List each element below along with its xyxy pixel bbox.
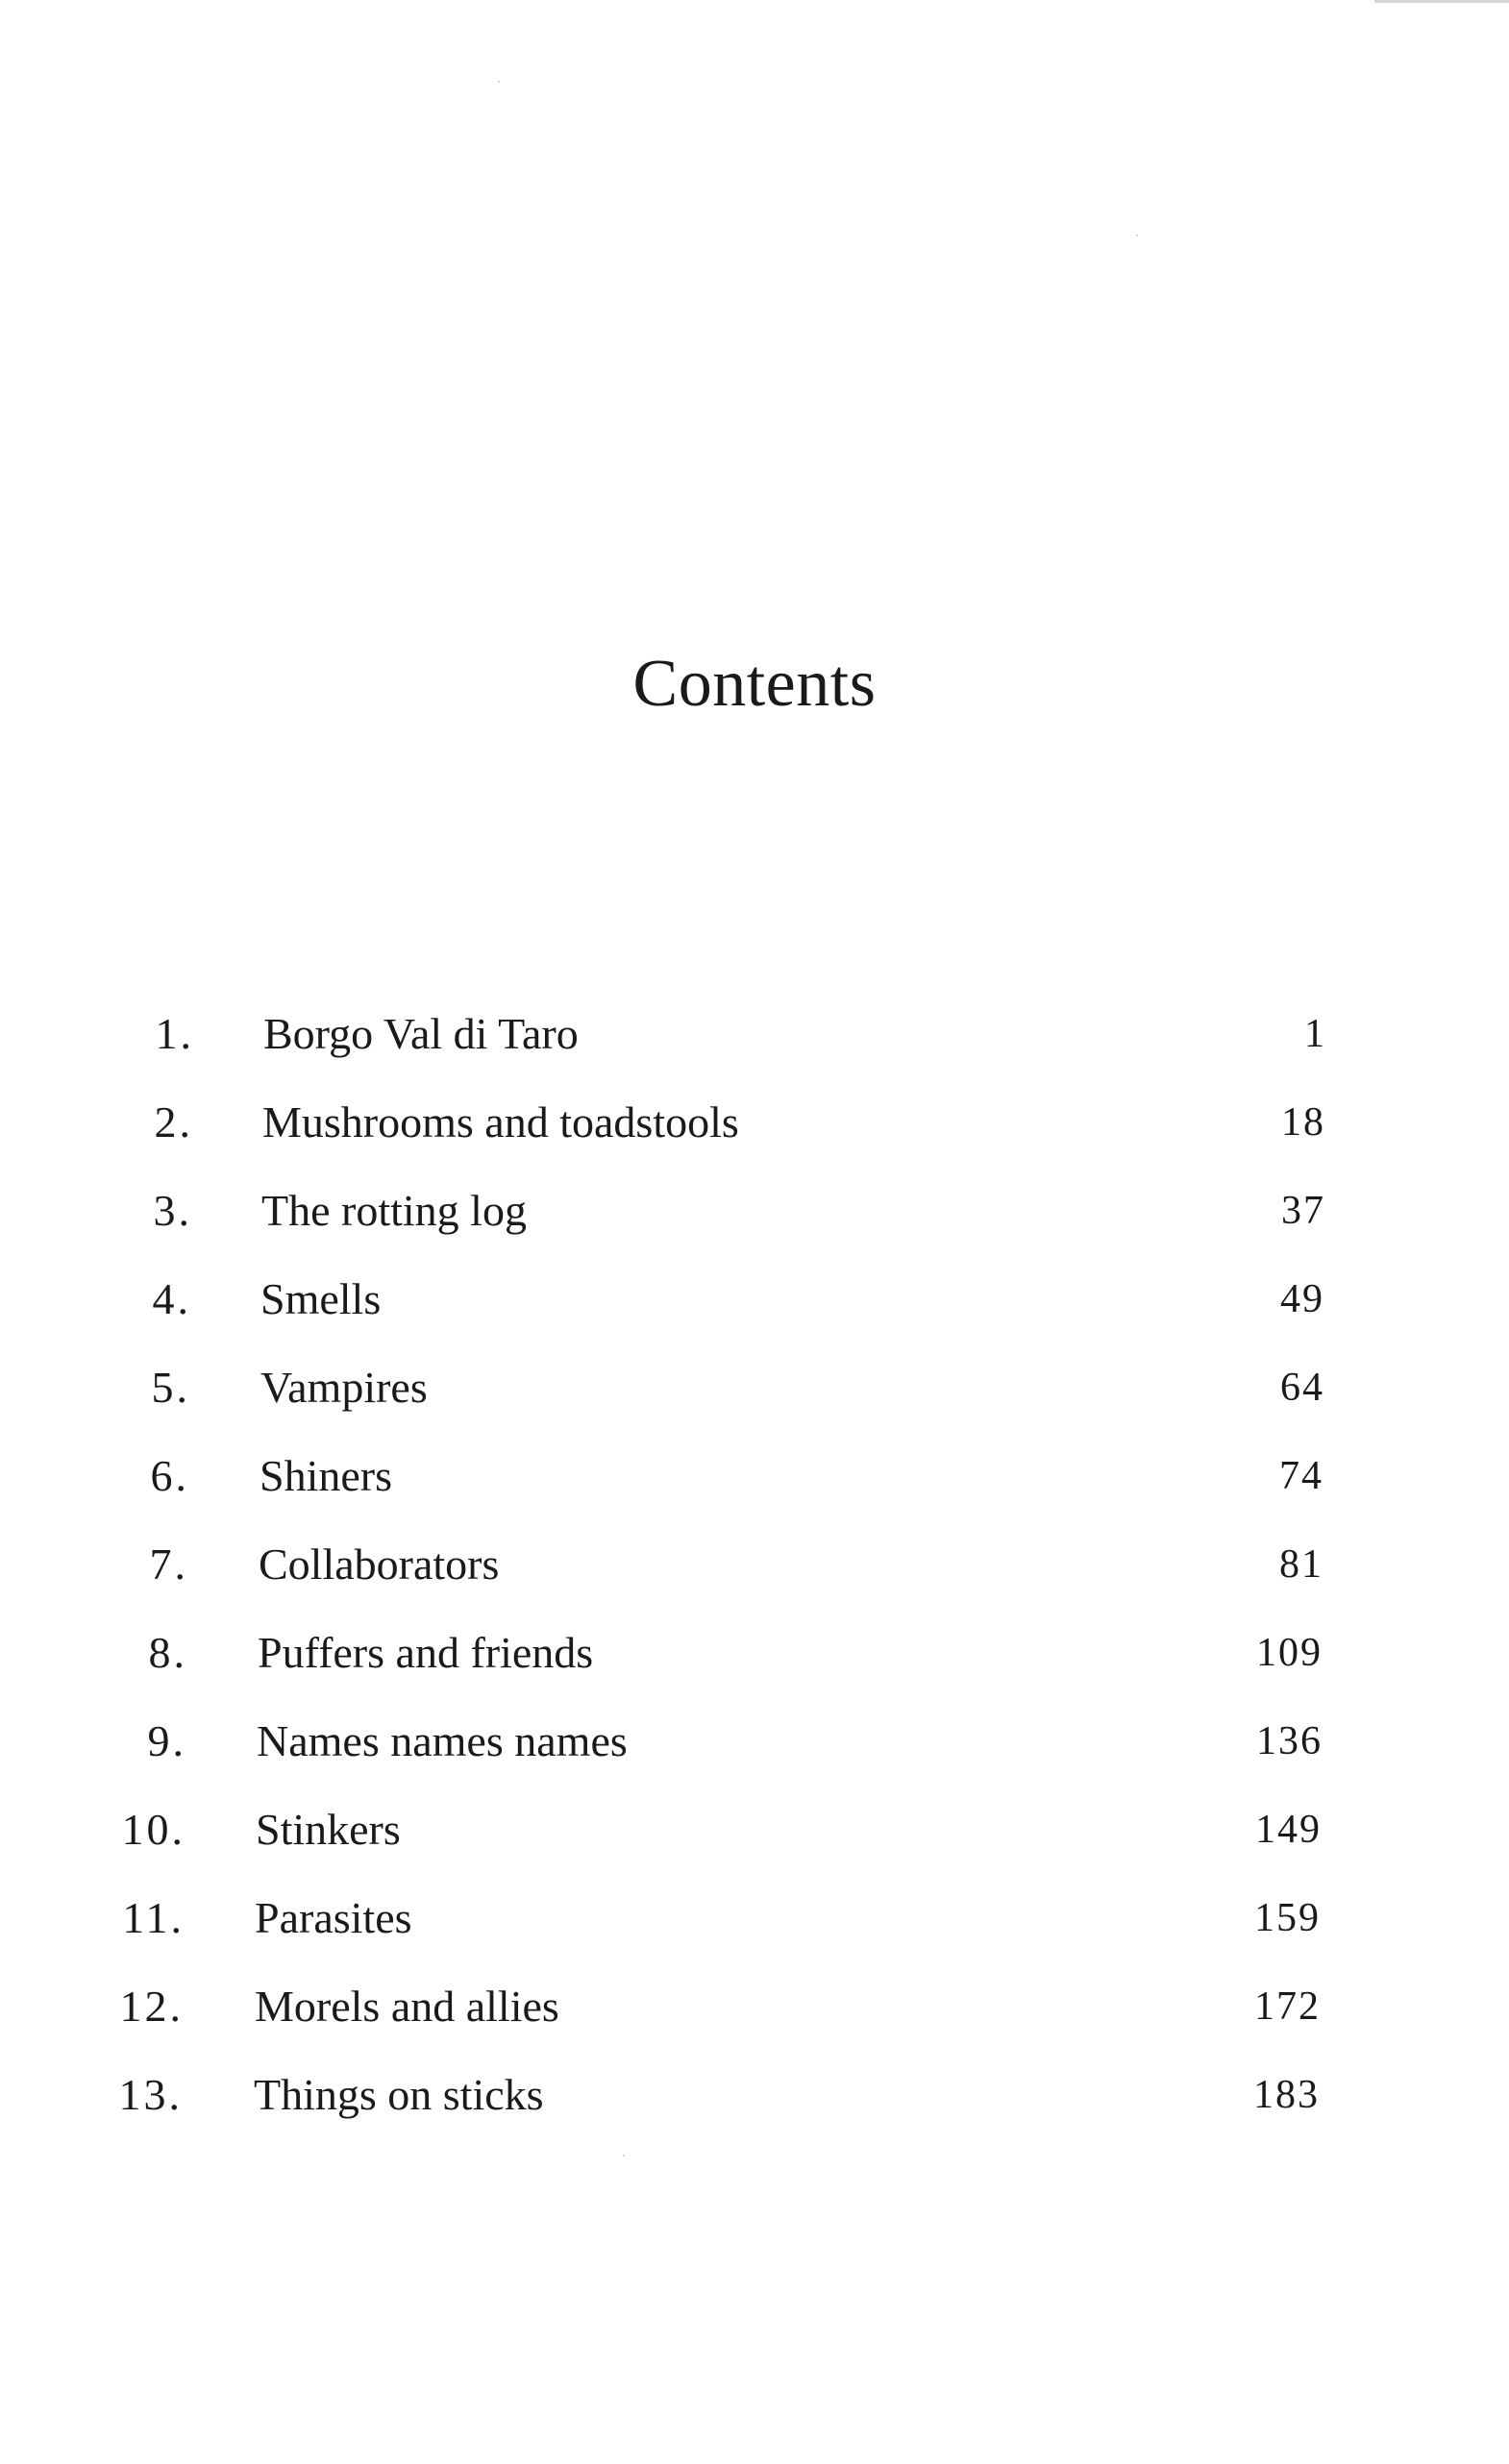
toc-entry xyxy=(0,1697,1509,1786)
page-number: 74 xyxy=(1279,1454,1323,1498)
page-number: 183 xyxy=(1253,2073,1320,2117)
chapter-title: Smells xyxy=(260,1274,382,1323)
chapter-number: 8. xyxy=(148,1628,187,1677)
chapter-number: 12. xyxy=(119,1982,184,2031)
chapter-number: 11. xyxy=(122,1893,185,1942)
toc-entry xyxy=(0,1520,1509,1609)
chapter-title: Names names names xyxy=(257,1716,628,1765)
page-title: Contents xyxy=(632,647,877,721)
chapter-title: The rotting log xyxy=(261,1186,527,1235)
chapter-title: Shiners xyxy=(260,1451,392,1500)
toc-entry xyxy=(0,1078,1509,1167)
chapter-number: 10. xyxy=(121,1805,186,1854)
chapter-title: Vampires xyxy=(260,1363,428,1412)
chapter-number: 13. xyxy=(118,2070,183,2119)
chapter-number: 9. xyxy=(147,1716,186,1765)
toc-entry xyxy=(0,1609,1509,1697)
chapter-number: 5. xyxy=(151,1363,190,1412)
chapter-title: Puffers and friends xyxy=(258,1628,594,1677)
toc-entry xyxy=(0,1432,1509,1520)
page-number: 136 xyxy=(1256,1719,1323,1763)
table-of-contents xyxy=(0,990,1509,2139)
chapter-title: Morels and allies xyxy=(255,1982,559,2031)
page-number: 109 xyxy=(1256,1631,1323,1675)
toc-entry xyxy=(0,1786,1509,1874)
scan-speck xyxy=(623,2155,625,2156)
toc-entry xyxy=(0,1874,1509,1962)
scan-edge-line xyxy=(1374,0,1509,3)
chapter-title: Parasites xyxy=(255,1893,412,1942)
chapter-number: 2. xyxy=(154,1097,193,1146)
chapter-title: Borgo Val di Taro xyxy=(263,1009,579,1058)
chapter-number: 4. xyxy=(152,1274,191,1323)
chapter-title: Mushrooms and toadstools xyxy=(262,1097,739,1146)
scan-speck xyxy=(1136,234,1138,236)
toc-entry xyxy=(0,1255,1509,1343)
toc-entry xyxy=(0,1343,1509,1432)
toc-entry xyxy=(0,990,1509,1078)
page-number: 37 xyxy=(1281,1189,1325,1233)
page-number: 159 xyxy=(1254,1896,1321,1940)
chapter-number: 1. xyxy=(155,1009,194,1058)
chapter-number: 3. xyxy=(153,1186,192,1235)
chapter-title: Stinkers xyxy=(256,1805,401,1854)
page-number: 149 xyxy=(1255,1808,1322,1852)
chapter-title: Things on sticks xyxy=(254,2070,544,2119)
chapter-number: 6. xyxy=(150,1451,189,1500)
chapter-number: 7. xyxy=(149,1540,188,1589)
page-number: 172 xyxy=(1254,1984,1321,2029)
page-number: 18 xyxy=(1281,1100,1325,1145)
page-number: 81 xyxy=(1279,1542,1323,1587)
page-number: 1 xyxy=(1304,1012,1326,1056)
chapter-title: Collaborators xyxy=(259,1540,500,1589)
page-number: 49 xyxy=(1280,1277,1324,1321)
scan-speck xyxy=(498,81,500,83)
toc-entry xyxy=(0,1167,1509,1255)
toc-entry xyxy=(0,1962,1509,2051)
toc-entry xyxy=(0,2051,1509,2139)
page-number: 64 xyxy=(1280,1366,1324,1410)
